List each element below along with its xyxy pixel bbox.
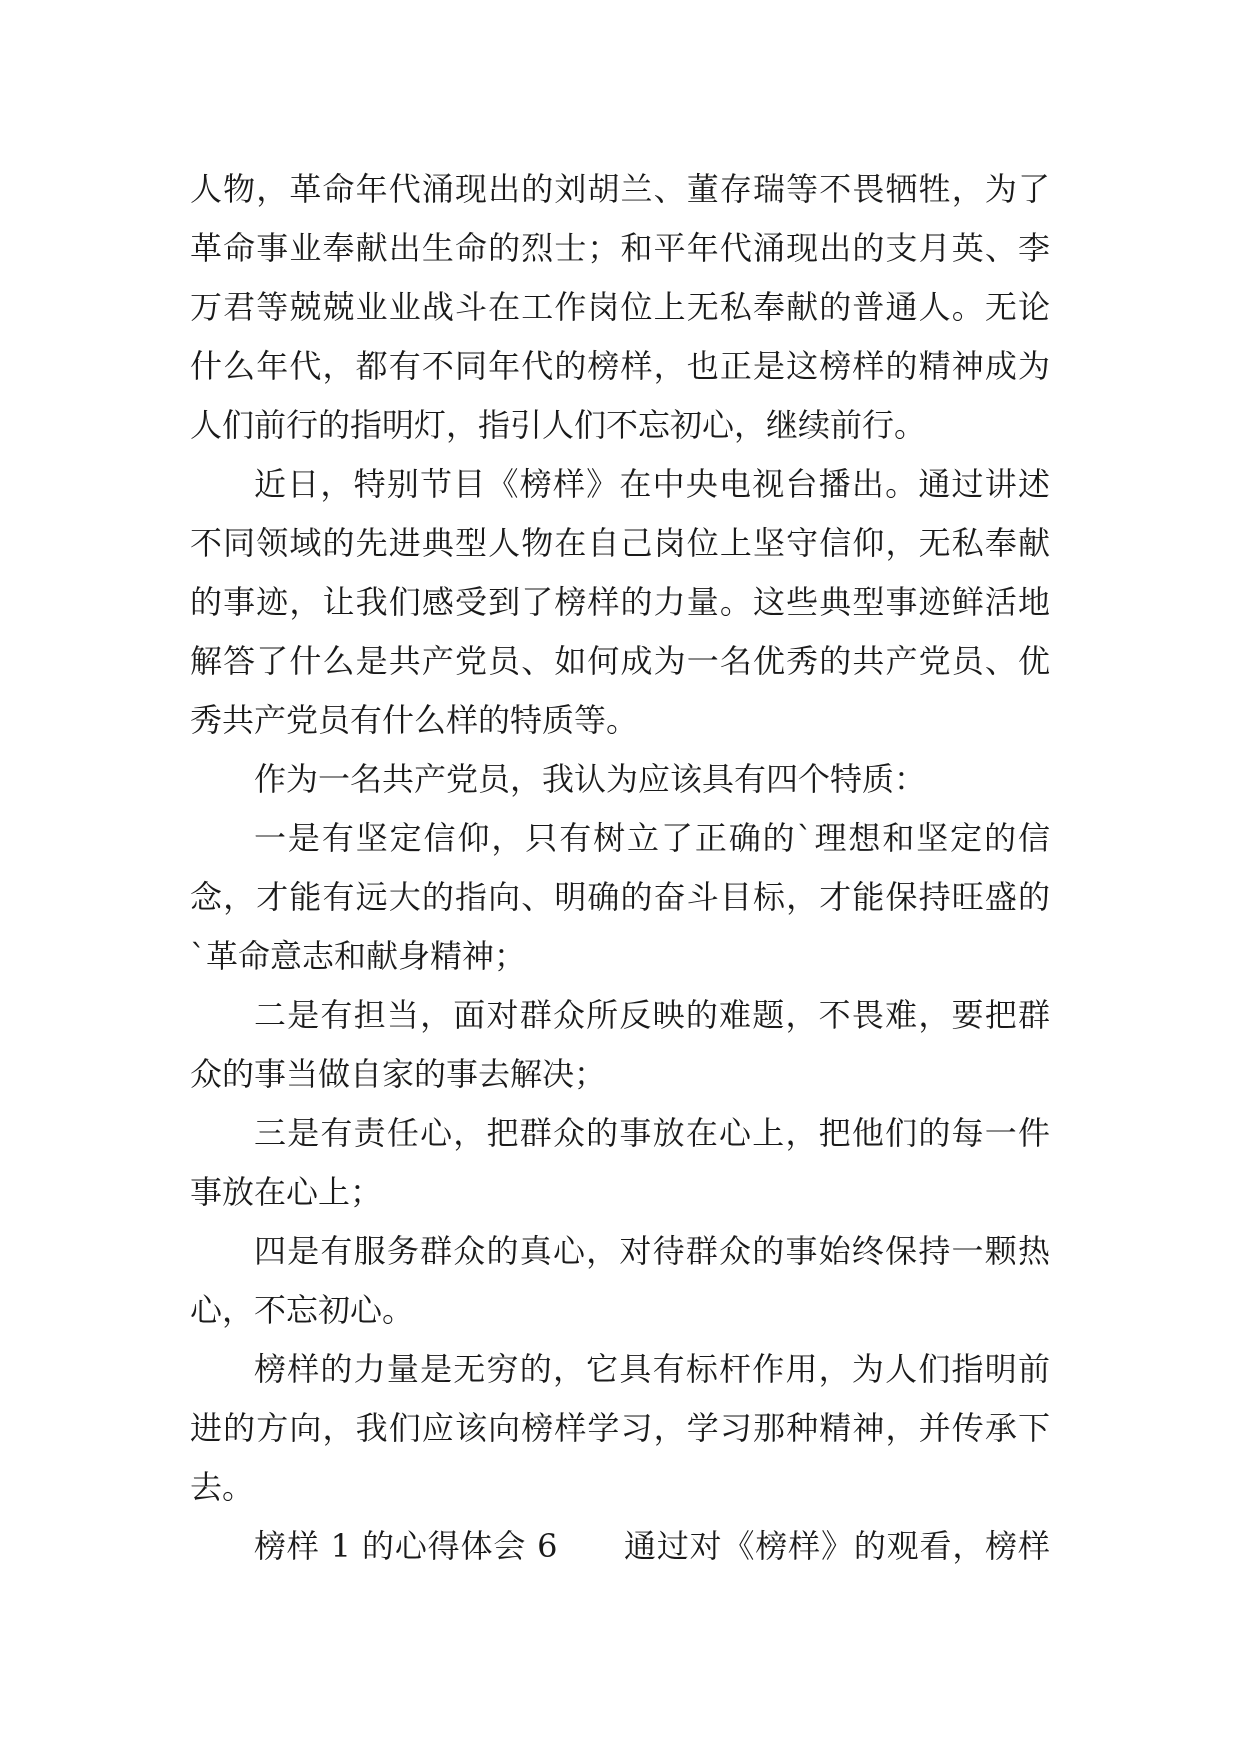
paragraph-start-line: 一是有坚定信仰，只有树立了正确的`理想和坚定的信	[254, 819, 1050, 857]
text-line: 秀共产党员有什么样的特质等。	[190, 701, 639, 739]
paragraph-start-line: 四是有服务群众的真心，对待群众的事始终保持一颗热	[254, 1232, 1050, 1270]
text-line: 心，不忘初心。	[190, 1291, 415, 1329]
text-line: 不同领域的先进典型人物在自己岗位上坚守信仰，无私奉献	[190, 524, 1050, 562]
paragraph-start-line: 近日，特别节目《榜样》在中央电视台播出。通过讲述	[254, 465, 1050, 503]
text-line: 事放在心上；	[190, 1173, 383, 1211]
text-line: 念，才能有远大的指向、明确的奋斗目标，才能保持旺盛的	[190, 878, 1050, 916]
text-line: 去。	[190, 1468, 255, 1506]
paragraph-start-line: 榜样 1 的心得体会 6 通过对《榜样》的观看，榜样	[254, 1527, 1050, 1565]
text-line: 的事迹，让我们感受到了榜样的力量。这些典型事迹鲜活地	[190, 583, 1050, 621]
text-line: 人物，革命年代涌现出的刘胡兰、董存瑞等不畏牺牲，为了	[190, 170, 1050, 208]
paragraph-start-line: 榜样的力量是无穷的，它具有标杆作用，为人们指明前	[254, 1350, 1050, 1388]
text-line: 万君等兢兢业业战斗在工作岗位上无私奉献的普通人。无论	[190, 288, 1050, 326]
text-line: `革命意志和献身精神；	[190, 937, 527, 975]
document-body	[190, 160, 1050, 1576]
text-line: 什么年代，都有不同年代的榜样，也正是这榜样的精神成为	[190, 347, 1050, 385]
paragraph-start-line: 二是有担当，面对群众所反映的难题，不畏难，要把群	[254, 996, 1050, 1034]
text-line: 人们前行的指明灯，指引人们不忘初心，继续前行。	[190, 406, 927, 444]
text-line: 众的事当做自家的事去解决；	[190, 1055, 607, 1093]
text-line: 进的方向，我们应该向榜样学习，学习那种精神，并传承下	[190, 1409, 1050, 1447]
paragraph-start-line: 作为一名共产党员，我认为应该具有四个特质：	[254, 760, 927, 798]
text-line: 解答了什么是共产党员、如何成为一名优秀的共产党员、优	[190, 642, 1050, 680]
text-line: 革命事业奉献出生命的烈士；和平年代涌现出的支月英、李	[190, 229, 1050, 267]
paragraph-start-line: 三是有责任心，把群众的事放在心上，把他们的每一件	[254, 1114, 1050, 1152]
